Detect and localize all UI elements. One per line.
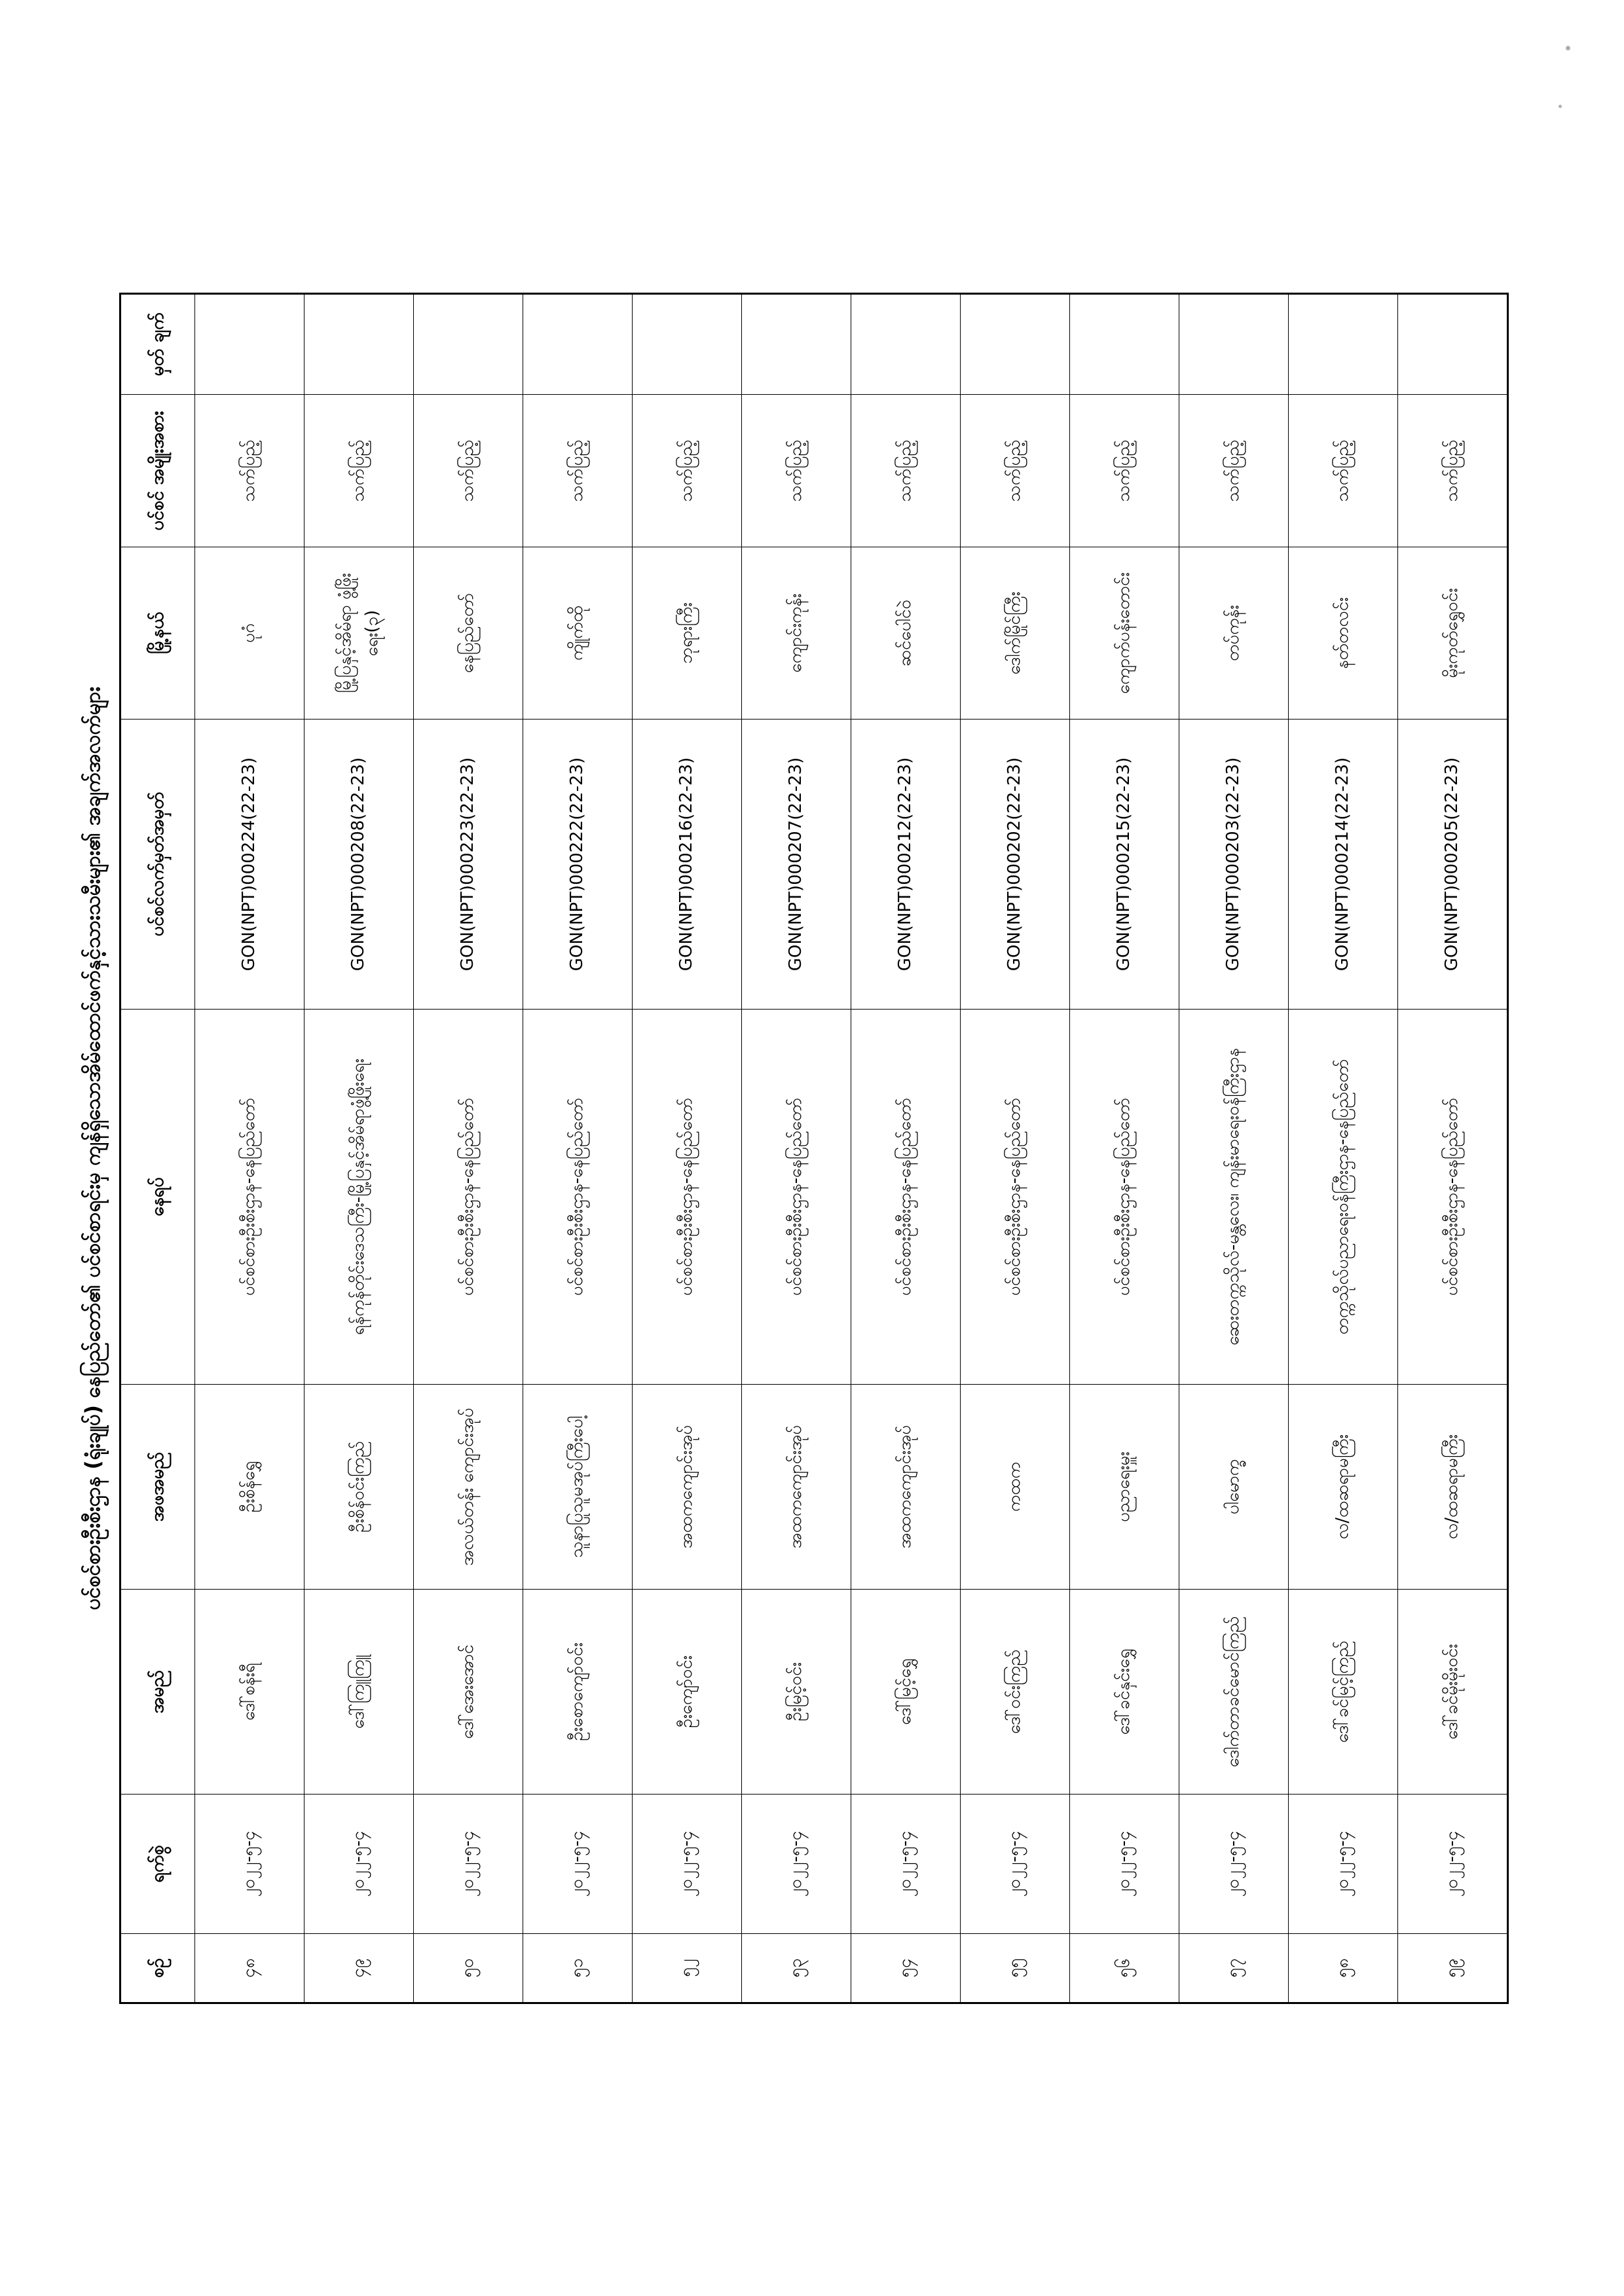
column-header-pension-type: ပင်စင် အမျိုးအစား (120, 394, 194, 547)
cell-address: ပင်စင်စားဦးစီးဌာန-နေပြည်တော် (523, 1009, 632, 1384)
table-row (1179, 293, 1288, 2003)
cell-serial: GON(NPT)000205(22-23) (1397, 719, 1507, 1009)
cell-serial: GON(NPT)000212(22-23) (851, 719, 960, 1009)
table-row (960, 293, 1069, 2003)
cell-no: ၅၆ (1069, 1933, 1179, 2003)
table-row (304, 293, 413, 2003)
cell-remark1: သက်ပြည့် (304, 394, 413, 547)
cell-date: ၂၀၂၂-၅-၄ (632, 1794, 741, 1933)
cell-address: ပင်စင်စားဦးစီးဌာန-နေပြည်တော် (1397, 1009, 1507, 1384)
cell-remark1: သက်ပြည့် (960, 394, 1069, 547)
cell-father: အထကကျောင်းအုပ် (741, 1384, 851, 1589)
cell-date: ၂၀၂၂-၅-၄ (1069, 1794, 1179, 1933)
cell-remark1: သက်ပြည့် (1179, 394, 1288, 547)
cell-name: ဦးစောကျော်ဝင်း (523, 1589, 632, 1794)
cell-serial: GON(NPT)000216(22-23) (632, 719, 741, 1009)
cell-father: ကထက (960, 1384, 1069, 1589)
cell-remark2 (1179, 293, 1288, 394)
cell-address: ပင်စင်စားဦးစီးဌာန-နေပြည်တော် (413, 1009, 523, 1384)
cell-remark1: သက်ပြည့် (741, 394, 851, 547)
scan-speck-icon (1566, 46, 1570, 50)
cell-no: ၅၇ (1179, 1933, 1288, 2003)
cell-address: ပင်စင်စားဦးစီးဌာန-နေပြည်တော် (632, 1009, 741, 1384)
cell-name: ဒေါ်မြင့်ရွှေ (851, 1589, 960, 1794)
scan-speck-icon (1559, 105, 1562, 108)
column-header-father: အဖအမည် (120, 1384, 194, 1589)
cell-date: ၂၀၂၂-၅-၄ (413, 1794, 523, 1933)
cell-address: ရန်ကုန်တိုင်းဒေသကြီး-မြို့ပြနှင့်အိမ်ရာဖွံ့ဖြိုးရေး (304, 1009, 413, 1384)
cell-serial: GON(NPT)000215(22-23) (1069, 719, 1179, 1009)
cell-address: ပင်စင်စားဦးစီးဌာန-နေပြည်တော် (1069, 1009, 1179, 1384)
column-header-remark: မှတ် ချက် (120, 293, 194, 394)
cell-remark2 (1069, 293, 1179, 394)
cell-father: သူနာပြုသူမအုပ်ကြီးပေါ့ (523, 1384, 632, 1589)
cell-date: ၂၀၂၂-၅-၄ (741, 1794, 851, 1933)
table-row (851, 293, 960, 2003)
pension-records-table (119, 293, 1509, 2004)
cell-remark2 (194, 293, 304, 394)
cell-father: လ/ထဆရာမကြီး (1397, 1384, 1507, 1589)
cell-date: ၂၀၂၂-၅-၄ (1179, 1794, 1288, 1933)
cell-date: ၂၀၂၂-၅-၄ (960, 1794, 1069, 1933)
table-header-row (120, 293, 194, 2003)
cell-address: ပင်စင်စားဦးစီးဌာန-နေပြည်တော် (741, 1009, 851, 1384)
cell-township: ကျောက်ပန်းတောင်း (1069, 547, 1179, 719)
cell-name: ဒေါ်ဝင်းကြည် (960, 1589, 1069, 1794)
cell-father: ပညာရေးမှူး (1069, 1384, 1179, 1589)
cell-no: ၅၀ (413, 1933, 523, 2003)
table-row (194, 293, 304, 2003)
cell-serial: GON(NPT)000223(22-23) (413, 719, 523, 1009)
cell-serial: GON(NPT)000222(22-23) (523, 719, 632, 1009)
cell-remark1: သက်ပြည့် (413, 394, 523, 547)
cell-remark2 (960, 293, 1069, 394)
cell-address: တက္ကသိုလ်ပညာရေးဝန်ကြီးဌာန-နေပြည်တော် (1288, 1009, 1397, 1384)
cell-date: ၂၀၂၂-၅-၄ (523, 1794, 632, 1933)
cell-no: ၅၅ (960, 1933, 1069, 2003)
cell-remark1: သက်ပြည့် (851, 394, 960, 547)
cell-remark2 (304, 293, 413, 394)
cell-township: နတ်တလင်း (1288, 547, 1397, 719)
cell-date: ၂၀၂၂-၅-၄ (194, 1794, 304, 1933)
cell-address: ဆေးတက္ကသိုလ်-မန္တလေး၊ ကျန်းမာရေးဝန်ကြီးဌာန (1179, 1009, 1288, 1384)
cell-date: ၂၀၂၂-၅-၄ (1397, 1794, 1507, 1933)
cell-father: အထကကျောင်းအုပ် (851, 1384, 960, 1589)
cell-date: ၂၀၂၂-၅-၄ (1288, 1794, 1397, 1933)
cell-address: ပင်စင်စားဦးစီးဌာန-နေပြည်တော် (194, 1009, 304, 1384)
cell-father: လ/ထဆရာမကြီး (1288, 1384, 1397, 1589)
table-row (1288, 293, 1397, 2003)
cell-township: ဒေါက်မြိုင်ကြီး (960, 547, 1069, 719)
cell-serial: GON(NPT)000202(22-23) (960, 719, 1069, 1009)
cell-name: ဒေါ်ခင်မြင့်ကြည် (1288, 1589, 1397, 1794)
column-header-address: နေရပ် (120, 1009, 194, 1384)
cell-township: ကျောင်းကုန်း (741, 547, 851, 719)
cell-remark1: သက်ပြည့် (194, 394, 304, 547)
cell-father: ပါမောက္ခ (1179, 1384, 1288, 1589)
cell-no: ၅၂ (632, 1933, 741, 2003)
table-row (523, 293, 632, 2003)
cell-name: ဒေါ်စန်းရီ (194, 1589, 304, 1794)
cell-remark2 (1397, 293, 1507, 394)
cell-name: ဒေါ်ခင်မိုးမိုးဝင်း (1397, 1589, 1507, 1794)
cell-remark1: သက်ပြည့် (1069, 394, 1179, 547)
cell-serial: GON(NPT)000208(22-23) (304, 719, 413, 1009)
cell-township: တပ်ကုန်း (1179, 547, 1288, 719)
cell-remark2 (413, 293, 523, 394)
cell-address: ပင်စင်စားဦးစီးဌာန-နေပြည်တော် (960, 1009, 1069, 1384)
cell-father: အလယ်တန်း ကျောင်းအုပ် (413, 1384, 523, 1589)
cell-remark2 (741, 293, 851, 394)
cell-name: ဦးမြင့်ဝင်း (741, 1589, 851, 1794)
cell-township: ကျိုက်ထို (523, 547, 632, 719)
cell-township: ဆင်ပေါင်ဝဲ (851, 547, 960, 719)
page-title: ပင်စင်စားဦးစီးဌာန (ရုံးချုပ်) နေပြည်တော်၏ ပင်စင်စာရင်းမှ ကျန်ရှိသောအိမ်ထောင်ဖက်နှင့်သားသမီးများ၏ အချက်အလက်များ (81, 686, 105, 1610)
table-row (632, 293, 741, 2003)
cell-serial: GON(NPT)000203(22-23) (1179, 719, 1288, 1009)
cell-township: ဘုရားကြီး (632, 547, 741, 719)
column-header-name: အမည် (120, 1589, 194, 1794)
column-header-no: စဉ် (120, 1933, 194, 2003)
cell-father: ဦးစိန်ဝင်းကြည် (304, 1384, 413, 1589)
cell-no: ၅၄ (851, 1933, 960, 2003)
cell-name: ဒေါ်ကြူကြူ (304, 1589, 413, 1794)
cell-serial: GON(NPT)000207(22-23) (741, 719, 851, 1009)
cell-serial: GON(NPT)000224(22-23) (194, 719, 304, 1009)
cell-no: ၅၉ (1397, 1933, 1507, 2003)
cell-remark2 (632, 293, 741, 394)
table-row (1397, 293, 1507, 2003)
cell-remark1: သက်ပြည့် (523, 394, 632, 547)
cell-remark2 (523, 293, 632, 394)
cell-no: ၅၈ (1288, 1933, 1397, 2003)
cell-name: ဦးကျော်ဝင်း (632, 1589, 741, 1794)
cell-remark2 (851, 293, 960, 394)
column-header-township: မြို့နယ် (120, 547, 194, 719)
table-row (1069, 293, 1179, 2003)
table-row (413, 293, 523, 2003)
cell-township: နေပြည်တော် (413, 547, 523, 719)
cell-remark1: သက်ပြည့် (1288, 394, 1397, 547)
cell-township: မြို့ပြနှင့်အိမ်ရာ ဖွံ့ဖြိုးရေး(၃) (304, 547, 413, 719)
cell-remark1: သက်ပြည့် (1397, 394, 1507, 547)
cell-name: ဒေါ်ခင်နှင်းရွှေ (1069, 1589, 1179, 1794)
cell-remark2 (1288, 293, 1397, 394)
cell-father: အထကကျောင်းအုပ် (632, 1384, 741, 1589)
cell-no: ၅၁ (523, 1933, 632, 2003)
column-header-serial: ပင်စင်လက်မှတ်အမှတ် (120, 719, 194, 1009)
cell-serial: GON(NPT)000214(22-23) (1288, 719, 1397, 1009)
cell-township: ပုဂံ (194, 547, 304, 719)
cell-name: ဒေါ်အေးအောင် (413, 1589, 523, 1794)
table-row (741, 293, 851, 2003)
rotated-page-content (75, 58, 1549, 2238)
cell-no: ၄၉ (304, 1933, 413, 2003)
cell-father: ဦးစိန်ရွှေ (194, 1384, 304, 1589)
cell-no: ၄၈ (194, 1933, 304, 2003)
cell-date: ၂၀၂၂-၅-၄ (851, 1794, 960, 1933)
cell-no: ၅၃ (741, 1933, 851, 2003)
cell-address: ပင်စင်စားဦးစီးဌာန-နေပြည်တော် (851, 1009, 960, 1384)
cell-date: ၂၀၂၂-၅-၄ (304, 1794, 413, 1933)
column-header-date: ရက်စွဲ (120, 1794, 194, 1933)
table-body (194, 293, 1507, 2003)
cell-township: မိုးကုတ်ရွှေဝင်း (1397, 547, 1507, 719)
cell-name: ဒေါက်တာခင်မောင်ကြည် (1179, 1589, 1288, 1794)
cell-remark1: သက်ပြည့် (632, 394, 741, 547)
